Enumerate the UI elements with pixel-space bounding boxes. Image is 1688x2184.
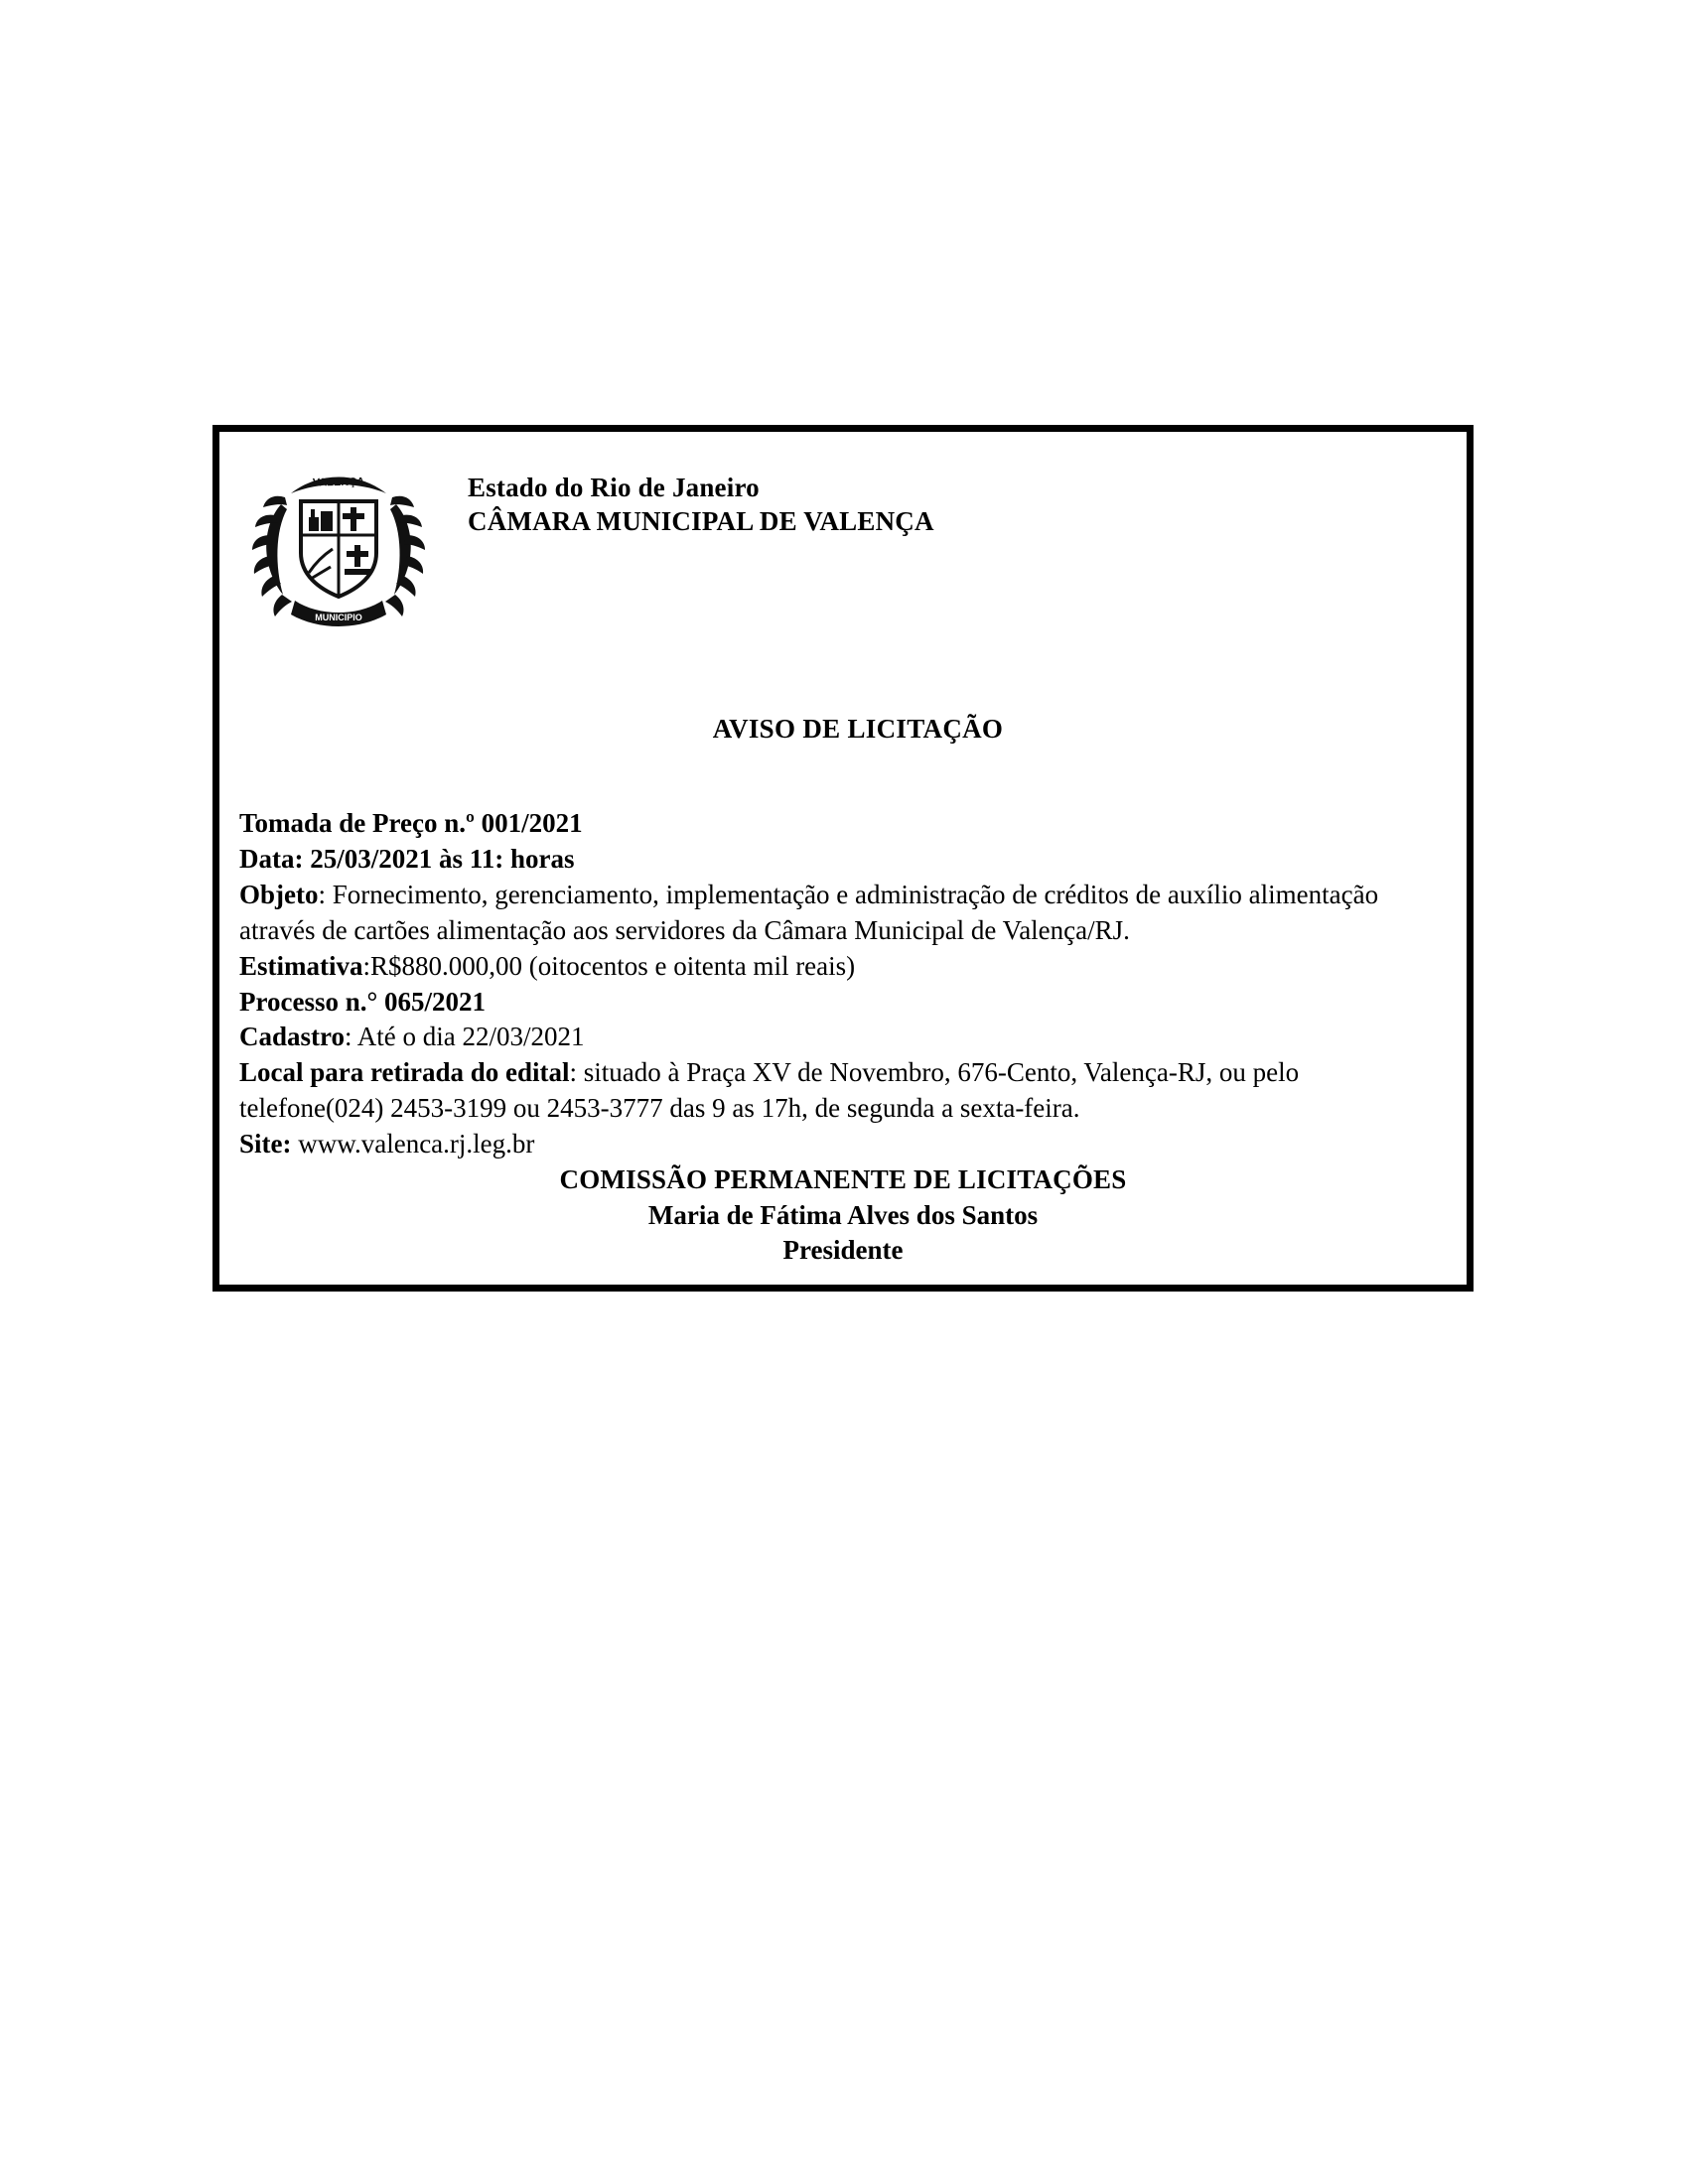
signer-role: Presidente: [782, 1235, 904, 1266]
local-value: : situado à Praça XV de Novembro, 676-Cento, Valença-RJ, ou pelo telefone(024) 2453-3199 ou 2453-3777 das 9 as 17h, de segunda a sexta-feira.: [239, 1057, 1300, 1124]
estimativa-label: Estimativa: [239, 950, 363, 981]
field-tomada: [239, 806, 1447, 842]
field-local-retirada: [239, 1055, 1447, 1127]
organization-line: CÂMARA MUNICIPAL DE VALENÇA: [468, 505, 934, 536]
notice-box: [212, 425, 1474, 1292]
data-label: Data:: [239, 843, 304, 874]
signer-name: Maria de Fátima Alves dos Santos: [647, 1199, 1039, 1230]
field-data: [239, 842, 1447, 878]
svg-text:VALENÇA: VALENÇA: [312, 476, 365, 489]
local-label: Local para retirada do edital: [239, 1057, 570, 1088]
field-cadastro: [239, 1020, 1447, 1055]
state-line: Estado do Rio de Janeiro: [468, 473, 760, 502]
field-estimativa: [239, 949, 1447, 985]
svg-text:MUNICIPIO: MUNICIPIO: [315, 613, 362, 622]
notice-body: [239, 806, 1447, 1162]
coat-of-arms-icon: [239, 450, 438, 648]
field-objeto: [239, 878, 1447, 949]
cadastro-label: Cadastro: [239, 1022, 346, 1052]
estimativa-value: :R$880.000,00 (oitocentos e oitenta mil reais): [362, 950, 856, 981]
notice-title: AVISO DE LICITAÇÃO: [712, 714, 1004, 744]
field-processo: [239, 985, 1447, 1021]
data-value: 25/03/2021 às 11: horas: [303, 843, 575, 874]
notice-footer: [239, 1162, 1447, 1269]
field-site: [239, 1127, 1447, 1162]
tomada-label: Tomada de Preço n.º 001/2021: [239, 808, 583, 838]
objeto-label: Objeto: [239, 879, 319, 909]
header-text-block: [468, 450, 934, 539]
document-header: [239, 450, 1447, 648]
processo-label: Processo n.° 065/2021: [239, 986, 487, 1017]
objeto-value: : Fornecimento, gerenciamento, implementação e administração de créditos de auxílio alimentação através de cartões alimentação aos servidores da Câmara Municipal de Valença/RJ.: [239, 879, 1379, 945]
site-value[interactable]: www.valenca.rj.leg.br: [291, 1129, 535, 1160]
site-label: Site:: [239, 1129, 292, 1160]
cadastro-value: : Até o dia 22/03/2021: [345, 1022, 585, 1052]
commission-name: COMISSÃO PERMANENTE DE LICITAÇÕES: [559, 1164, 1127, 1195]
